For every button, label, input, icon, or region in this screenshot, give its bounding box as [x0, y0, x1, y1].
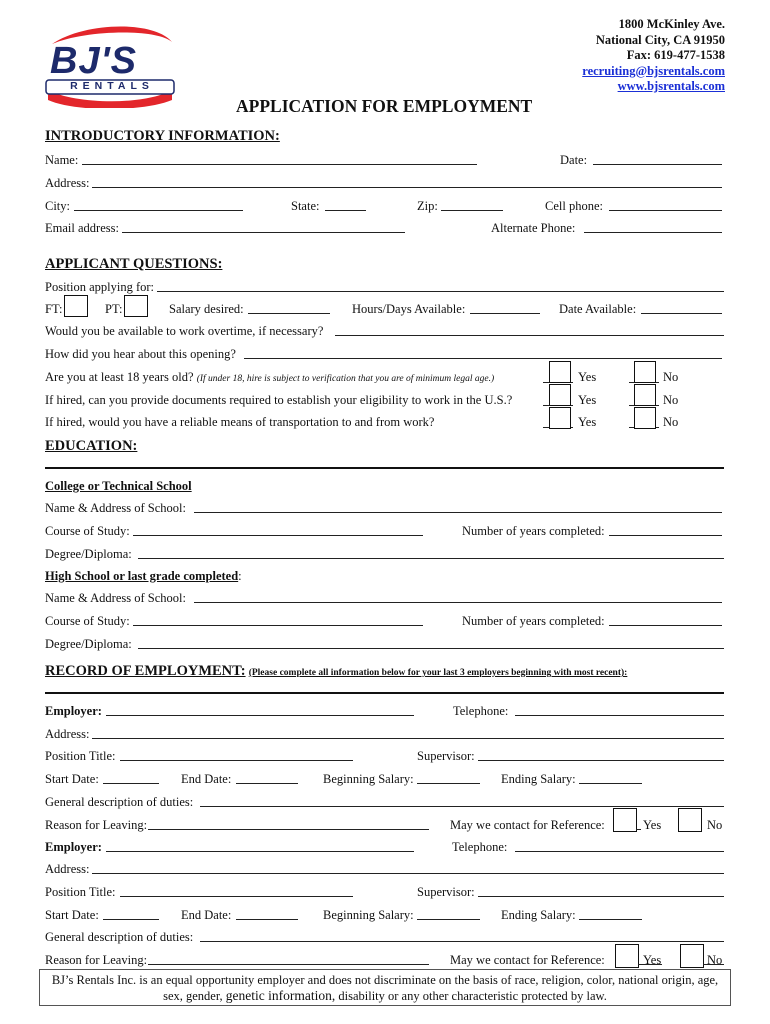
employer1-supervisor-label: Supervisor: — [417, 749, 475, 763]
age-question — [45, 370, 494, 385]
employer1-begin-salary-field[interactable] — [417, 783, 480, 784]
employer1-end-salary-label: Ending Salary: — [501, 772, 576, 786]
ft-label: FT: — [45, 302, 63, 316]
employer2-field[interactable] — [106, 851, 414, 852]
footer-part-2: sex, gender, — [163, 989, 223, 1003]
employer2-begin-salary-field[interactable] — [417, 919, 480, 920]
zip-label: Zip: — [417, 199, 438, 213]
footer-part-3: genetic information, — [225, 988, 336, 1003]
footer-line-1: BJ’s Rentals Inc. is an equal opportunity employer and does not discriminate on the basis of race, religion, color, national origin, age, — [51, 973, 719, 987]
age-no-checkbox[interactable] — [634, 361, 656, 383]
employer2-address-label: Address: — [45, 862, 90, 876]
employer2-position-field[interactable] — [120, 896, 353, 897]
hs-course-field[interactable] — [133, 625, 423, 626]
address-label: Address: — [45, 176, 90, 190]
ft-checkbox[interactable] — [64, 295, 88, 317]
employer1-address-label: Address: — [45, 727, 90, 741]
hours-label: Hours/Days Available: — [352, 302, 466, 316]
employer2-end-salary-field[interactable] — [579, 919, 642, 920]
city-label: City: — [45, 199, 71, 213]
transport-label: If hired, would you have a reliable means of transportation to and from work? — [45, 415, 435, 429]
salary-label: Salary desired: — [169, 302, 244, 316]
employer2-supervisor-field[interactable] — [478, 896, 724, 897]
age-yes-label: Yes — [578, 370, 597, 384]
employer1-end-salary-field[interactable] — [579, 783, 642, 784]
form-title: APPLICATION FOR EMPLOYMENT — [236, 96, 533, 116]
college-school-label: Name & Address of School: — [45, 501, 186, 515]
date-available-label: Date Available: — [559, 302, 637, 316]
questions-heading: APPLICANT QUESTIONS: — [45, 256, 223, 272]
employer2-label: Employer: — [45, 840, 102, 854]
high-school-colon: : — [238, 569, 242, 583]
position-label: Position applying for: — [45, 280, 155, 294]
employer2-telephone-field[interactable] — [515, 851, 724, 852]
employer1-position-label: Position Title: — [45, 749, 116, 763]
employer1-contact-yes-label: Yes — [643, 818, 662, 832]
employer2-telephone-label: Telephone: — [452, 840, 508, 854]
name-label: Name: — [45, 153, 79, 167]
employer1-yes-underline — [636, 829, 641, 830]
salary-field[interactable] — [248, 313, 330, 314]
employer2-contact-label: May we contact for Reference: — [450, 953, 605, 967]
state-label: State: — [291, 199, 320, 213]
company-logo — [44, 20, 176, 108]
employer1-end-field[interactable] — [236, 783, 298, 784]
employment-divider — [45, 692, 724, 694]
college-heading: College or Technical School — [45, 479, 192, 493]
employer2-end-label: End Date: — [181, 908, 232, 922]
employer2-supervisor-label: Supervisor: — [417, 885, 475, 899]
company-address — [582, 17, 725, 95]
overtime-field[interactable] — [335, 335, 724, 336]
employer1-contact-no-label: No — [707, 818, 723, 832]
employer1-begin-salary-label: Beginning Salary: — [323, 772, 414, 786]
hs-degree-label: Degree/Diploma: — [45, 637, 132, 651]
logo-name: BJ'S — [50, 40, 137, 82]
eligibility-label: If hired, can you provide documents required to establish your eligibility to work in the U.S.? — [45, 393, 513, 407]
date-field[interactable] — [593, 164, 722, 165]
employer1-label: Employer: — [45, 704, 102, 718]
transport-no-label: No — [663, 415, 679, 429]
employment-heading-row — [45, 663, 627, 680]
address-line-1: 1800 McKinley Ave. — [618, 17, 725, 31]
eligibility-no-label: No — [663, 393, 679, 407]
employer1-supervisor-field[interactable] — [478, 760, 724, 761]
education-heading: EDUCATION: — [45, 438, 138, 454]
employer2-duties-field[interactable] — [200, 941, 724, 942]
intro-heading: INTRODUCTORY INFORMATION: — [45, 128, 280, 144]
employer2-address-field[interactable] — [92, 873, 724, 874]
state-field[interactable] — [325, 210, 366, 211]
employer1-contact-yes-checkbox[interactable] — [613, 808, 637, 832]
employer1-telephone-label: Telephone: — [453, 704, 509, 718]
address-field[interactable] — [92, 187, 722, 188]
employer2-start-label: Start Date: — [45, 908, 99, 922]
employer2-contact-yes-label: Yes — [643, 953, 662, 967]
employer1-address-field[interactable] — [92, 738, 724, 739]
date-available-field[interactable] — [641, 313, 722, 314]
pt-checkbox[interactable] — [124, 295, 148, 317]
footer-part-4: disability or any other characteristic protected by law. — [338, 989, 607, 1003]
employer2-duties-label: General description of duties: — [45, 930, 194, 944]
fax-number: Fax: 619-477-1538 — [626, 48, 725, 62]
high-school-heading: High School or last grade completed — [45, 569, 239, 583]
age-label: Are you at least 18 years old? — [45, 370, 194, 384]
employer2-position-label: Position Title: — [45, 885, 116, 899]
zip-field[interactable] — [441, 210, 503, 211]
hs-years-field[interactable] — [609, 625, 722, 626]
employer2-reason-label: Reason for Leaving: — [45, 953, 148, 967]
employer1-duties-field[interactable] — [200, 806, 724, 807]
employer1-position-field[interactable] — [120, 760, 353, 761]
hear-field[interactable] — [244, 358, 722, 359]
eligibility-yes-checkbox[interactable] — [549, 384, 571, 406]
alt-phone-field[interactable] — [584, 232, 722, 233]
college-years-field[interactable] — [609, 535, 722, 536]
hs-school-field[interactable] — [194, 602, 722, 603]
college-course-label: Course of Study: — [45, 524, 130, 538]
city-field[interactable] — [74, 210, 243, 211]
hs-years-label: Number of years completed: — [462, 614, 605, 628]
hs-course-label: Course of Study: — [45, 614, 130, 628]
eligibility-no-checkbox[interactable] — [634, 384, 656, 406]
age-no-label: No — [663, 370, 679, 384]
cell-label: Cell phone: — [545, 199, 603, 213]
college-degree-field[interactable] — [138, 558, 724, 559]
employer2-contact-no-label: No — [707, 953, 723, 967]
name-field[interactable] — [82, 164, 477, 165]
employer2-end-salary-label: Ending Salary: — [501, 908, 576, 922]
employer1-field[interactable] — [106, 715, 414, 716]
email-label: Email address: — [45, 221, 119, 235]
hs-degree-field[interactable] — [138, 648, 724, 649]
date-label: Date: — [560, 153, 588, 167]
footer-line-2 — [40, 988, 730, 1004]
college-degree-label: Degree/Diploma: — [45, 547, 132, 561]
employment-heading: RECORD OF EMPLOYMENT: — [45, 663, 246, 679]
age-note: (If under 18, hire is subject to verification that you are of minimum legal age.) — [196, 374, 495, 384]
employer1-duties-label: General description of duties: — [45, 795, 194, 809]
education-divider — [45, 467, 724, 469]
college-school-field[interactable] — [194, 512, 722, 513]
employer1-end-label: End Date: — [181, 772, 232, 786]
address-line-2: National City, CA 91950 — [595, 32, 725, 47]
recruiting-email-link[interactable]: recruiting@bjsrentals.com — [582, 63, 725, 78]
employer2-reason-field[interactable] — [148, 964, 429, 965]
cell-field[interactable] — [609, 210, 722, 211]
employer1-telephone-field[interactable] — [515, 715, 724, 716]
employer1-start-label: Start Date: — [45, 772, 99, 786]
eligibility-yes-label: Yes — [578, 393, 597, 407]
eeo-footer — [39, 969, 731, 1006]
age-yes-checkbox[interactable] — [549, 361, 571, 383]
hear-label: How did you hear about this opening? — [45, 347, 236, 361]
employer2-begin-salary-label: Beginning Salary: — [323, 908, 414, 922]
email-field[interactable] — [122, 232, 405, 233]
employer1-contact-no-checkbox[interactable] — [678, 808, 702, 832]
high-school-heading-row — [45, 569, 242, 584]
employer2-contact-no-checkbox[interactable] — [680, 944, 704, 968]
logo-sub: RENTALS — [70, 80, 154, 92]
employment-note: (Please complete all information below for your last 3 employers beginning with most recent): — [248, 668, 628, 678]
hs-school-label: Name & Address of School: — [45, 591, 186, 605]
employer2-start-field[interactable] — [103, 919, 159, 920]
hours-field[interactable] — [470, 313, 540, 314]
employer1-start-field[interactable] — [103, 783, 159, 784]
transport-no-checkbox[interactable] — [634, 407, 656, 429]
employer2-end-field[interactable] — [236, 919, 298, 920]
employer1-reason-field[interactable] — [148, 829, 429, 830]
website-link[interactable]: www.bjsrentals.com — [617, 79, 725, 93]
employer1-reason-label: Reason for Leaving: — [45, 818, 148, 832]
employer2-contact-yes-checkbox[interactable] — [615, 944, 639, 968]
overtime-label: Would you be available to work overtime, if necessary? — [45, 324, 324, 338]
transport-yes-checkbox[interactable] — [549, 407, 571, 429]
college-years-label: Number of years completed: — [462, 524, 605, 538]
pt-label: PT: — [105, 302, 123, 316]
position-field[interactable] — [157, 291, 724, 292]
college-course-field[interactable] — [133, 535, 423, 536]
employer1-contact-label: May we contact for Reference: — [450, 818, 605, 832]
alt-phone-label: Alternate Phone: — [491, 221, 576, 235]
transport-yes-label: Yes — [578, 415, 597, 429]
